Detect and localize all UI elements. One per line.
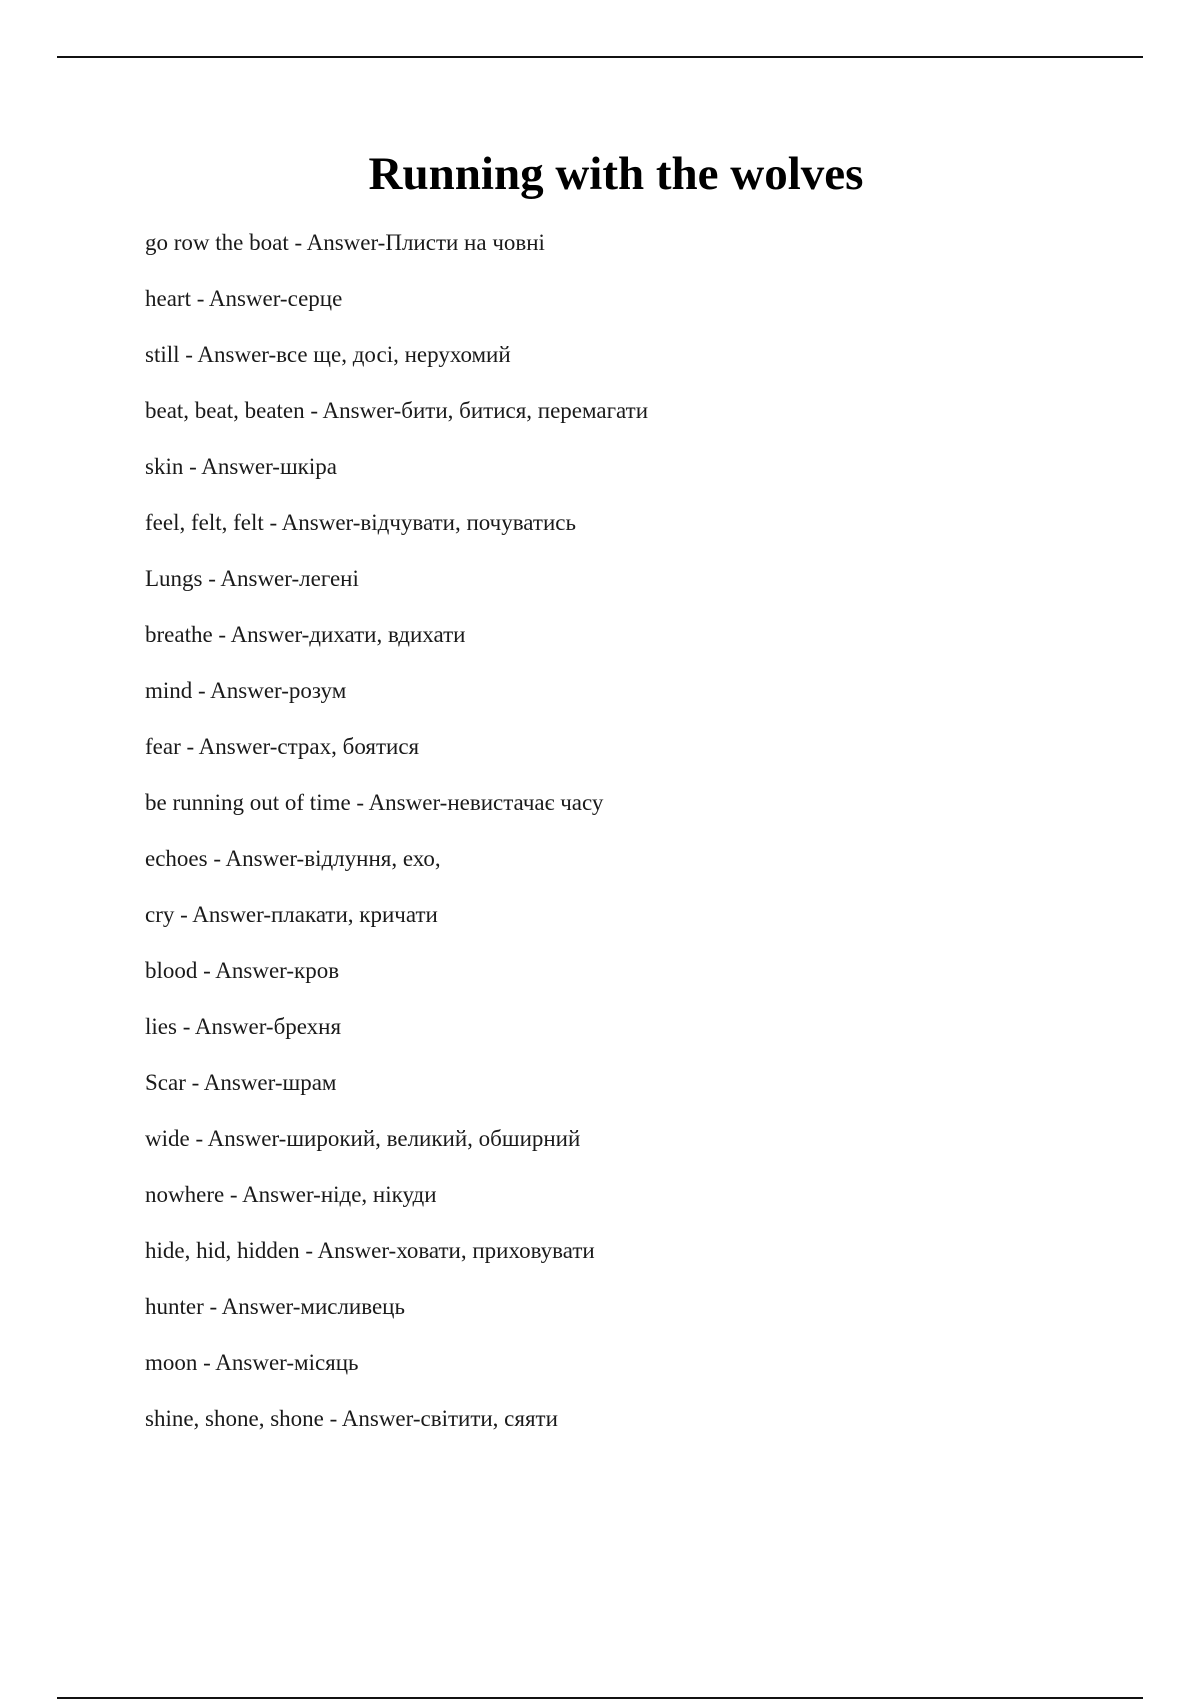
vocab-list <box>145 224 648 1456</box>
vocab-entry: nowhere - Answer-ніде, нікуди <box>145 1182 437 1207</box>
vocab-entry: be running out of time - Answer-невистачає часу <box>145 790 604 815</box>
vocab-entry: hunter - Answer-мисливець <box>145 1294 405 1319</box>
vocab-entry: Scar - Answer-шрам <box>145 1070 337 1095</box>
vocab-entry: beat, beat, beaten - Answer-бити, битися, перемагати <box>145 398 649 423</box>
vocab-entry: skin - Answer-шкіра <box>145 454 337 479</box>
vocab-entry: breathe - Answer-дихати, вдихати <box>145 622 466 647</box>
bottom-rule <box>57 1697 1143 1699</box>
top-rule <box>57 56 1143 58</box>
vocab-entry: cry - Answer-плакати, кричати <box>145 902 438 927</box>
vocab-entry: still - Answer-все ще, досі, нерухомий <box>145 342 511 367</box>
vocab-entry: blood - Answer-кров <box>145 958 340 983</box>
page-title: Running with the wolves <box>368 148 864 200</box>
vocab-entry: feel, felt, felt - Answer-відчувати, почуватись <box>145 510 576 535</box>
vocab-entry: lies - Answer-брехня <box>145 1014 342 1039</box>
vocab-entry: mind - Answer-розум <box>145 678 347 703</box>
vocab-entry: heart - Answer-серце <box>145 286 343 311</box>
vocab-entry: hide, hid, hidden - Answer-ховати, приховувати <box>145 1238 595 1263</box>
vocab-entry: echoes - Answer-відлуння, ехо, <box>145 846 441 871</box>
vocab-entry: wide - Answer-широкий, великий, обширний <box>145 1126 581 1151</box>
vocab-entry: fear - Answer-страх, боятися <box>145 734 420 759</box>
vocab-entry: Lungs - Answer-легені <box>145 566 359 591</box>
vocab-entry: shine, shone, shone - Answer-світити, сяяти <box>145 1406 558 1431</box>
vocab-entry: moon - Answer-місяць <box>145 1350 359 1375</box>
vocab-entry: go row the boat - Answer-Плисти на човні <box>145 230 545 255</box>
